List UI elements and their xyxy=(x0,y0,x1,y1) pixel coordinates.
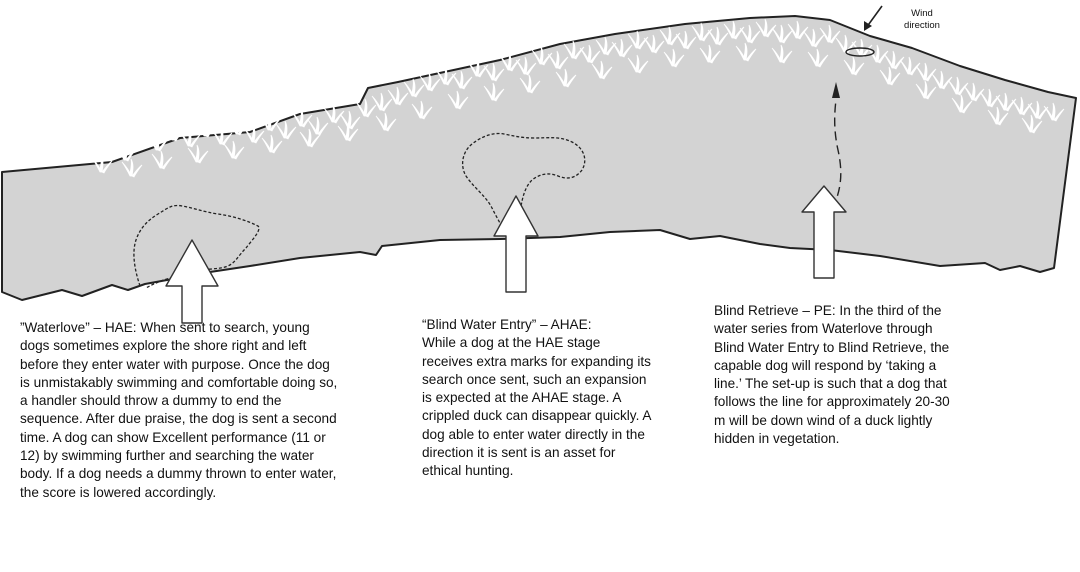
caption-blind-retrieve-text: Blind Retrieve – PE: In the third of the water series from Waterlove through Blind Water Entry to Blind Retrieve, the capable dog will respond by ‘taking a line.’ The set-up is such that a dog that follows the line for approximately 20-30 m will be down wind of a duck lightly hidden in vegetation. xyxy=(714,303,950,447)
caption-waterlove-text: ”Waterlove” – HAE: When sent to search, young dogs sometimes explore the shore right and left before they enter water with purpose. Once the dog is unmistakably swimming and comfortable doing so, a handler should throw a dummy to end the sequence. After due praise, the dog is sent a second time. A dog can show Excellent performance (11 or 12) by swimming further and searching the water body. If a dog needs a dummy thrown to enter water, the score is lowered accordingly. xyxy=(20,320,338,500)
caption-blind-water-entry-body: While a dog at the HAE stage receives extra marks for expanding its search once sent, such an expansion is expected at the AHAE stage. A crippled duck can disappear quickly. A dog able to enter water directly in the direction it is sent is an asset for ethical hunting. xyxy=(422,335,651,479)
caption-blind-water-entry xyxy=(422,316,654,481)
caption-blind-water-entry-title: “Blind Water Entry” – AHAE: xyxy=(422,317,592,332)
caption-waterlove xyxy=(20,319,338,502)
wind-direction-label: Wind direction xyxy=(904,8,940,31)
caption-blind-retrieve xyxy=(714,302,950,448)
